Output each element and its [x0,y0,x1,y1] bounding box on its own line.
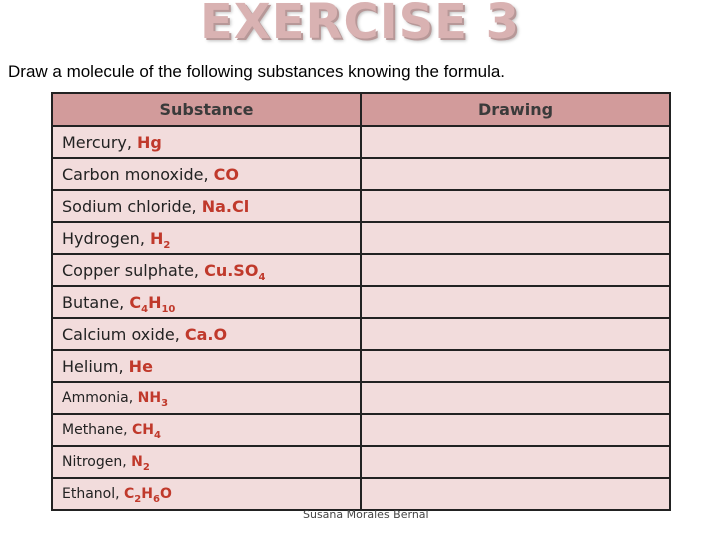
substance-name: Hydrogen, [62,228,150,248]
substance-cell [52,126,361,158]
slide-title: EXERCISE 3 [199,0,521,50]
table-row [52,190,670,222]
formula-part: Hg [137,132,162,152]
formula-part: H [148,292,162,312]
table-row [52,126,670,158]
formula-subscript: 2 [163,239,171,251]
table-row [52,222,670,254]
author-footer: Susana Morales Bernal [303,508,429,521]
chemical-formula [124,486,172,505]
substance-name: Ethanol, [62,486,125,502]
chemical-formula [132,422,161,441]
formula-part: C [129,292,142,312]
formula-subscript: 3 [161,398,169,409]
table-row [52,286,670,318]
table-row [52,414,670,446]
substance-name: Mercury, [62,132,138,152]
formula-subscript: 6 [152,494,160,505]
drawing-cell[interactable] [361,158,670,190]
drawing-cell[interactable] [361,350,670,382]
formula-subscript: 2 [134,494,142,505]
chemical-formula [129,357,153,376]
drawing-cell[interactable] [361,478,670,510]
substance-cell [52,414,361,446]
formula-subscript: 2 [142,462,150,473]
substance-name: Butane, [62,292,130,312]
substance-name: Calcium oxide, [62,324,185,344]
chemical-formula [149,228,171,251]
table-header-row [52,93,670,126]
formula-part: O [159,486,172,502]
chemical-formula [202,197,250,216]
drawing-cell[interactable] [361,254,670,286]
substance-cell [52,382,361,414]
drawing-cell[interactable] [361,446,670,478]
formula-part: N [131,454,143,470]
substance-cell [52,318,361,350]
substance-cell [52,254,361,286]
formula-subscript: 10 [161,303,176,315]
drawing-cell[interactable] [361,126,670,158]
formula-part: Na.Cl [201,196,250,216]
substance-name: Nitrogen, [62,454,132,470]
table-row [52,158,670,190]
chemical-formula [131,454,150,473]
substance-cell [52,158,361,190]
formula-part: C [124,486,135,502]
substance-cell [52,286,361,318]
substance-name: Methane, [62,422,133,438]
substance-name: Helium, [62,356,129,376]
chemical-formula [204,260,266,283]
formula-part: NH [137,390,162,406]
chemical-formula [137,390,169,409]
substance-name: Copper sulphate, [62,260,205,280]
formula-part: CO [213,164,239,184]
instruction-text: Draw a molecule of the following substances knowing the formula. [8,62,506,81]
table-row [52,350,670,382]
substance-cell [52,446,361,478]
drawing-cell[interactable] [361,190,670,222]
drawing-cell[interactable] [361,318,670,350]
substances-table [51,92,671,511]
substance-name: Sodium chloride, [62,196,202,216]
formula-part: He [128,356,153,376]
table-body [52,126,670,510]
substance-name: Ammonia, [62,390,138,406]
formula-part: CH [132,422,155,438]
drawing-cell[interactable] [361,286,670,318]
chemical-formula [214,165,239,184]
table-row [52,254,670,286]
formula-subscript: 4 [141,303,149,315]
substance-cell [52,222,361,254]
substance-name: Carbon monoxide, [62,164,214,184]
substance-cell [52,350,361,382]
drawing-cell[interactable] [361,382,670,414]
table-row [52,382,670,414]
substance-cell [52,478,361,510]
formula-part: Ca.O [184,324,228,344]
drawing-cell[interactable] [361,414,670,446]
substance-cell [52,190,361,222]
table-row [52,446,670,478]
chemical-formula [129,292,176,315]
header-substance: Substance [52,93,361,126]
table-row [52,318,670,350]
header-drawing: Drawing [361,93,670,126]
formula-part: H [141,486,153,502]
chemical-formula [137,133,162,152]
formula-part: Cu.SO [204,260,259,280]
formula-subscript: 4 [154,430,161,441]
table-row [52,478,670,510]
drawing-cell[interactable] [361,222,670,254]
formula-part: H [149,228,164,248]
chemical-formula [185,325,227,344]
formula-subscript: 4 [258,271,266,283]
